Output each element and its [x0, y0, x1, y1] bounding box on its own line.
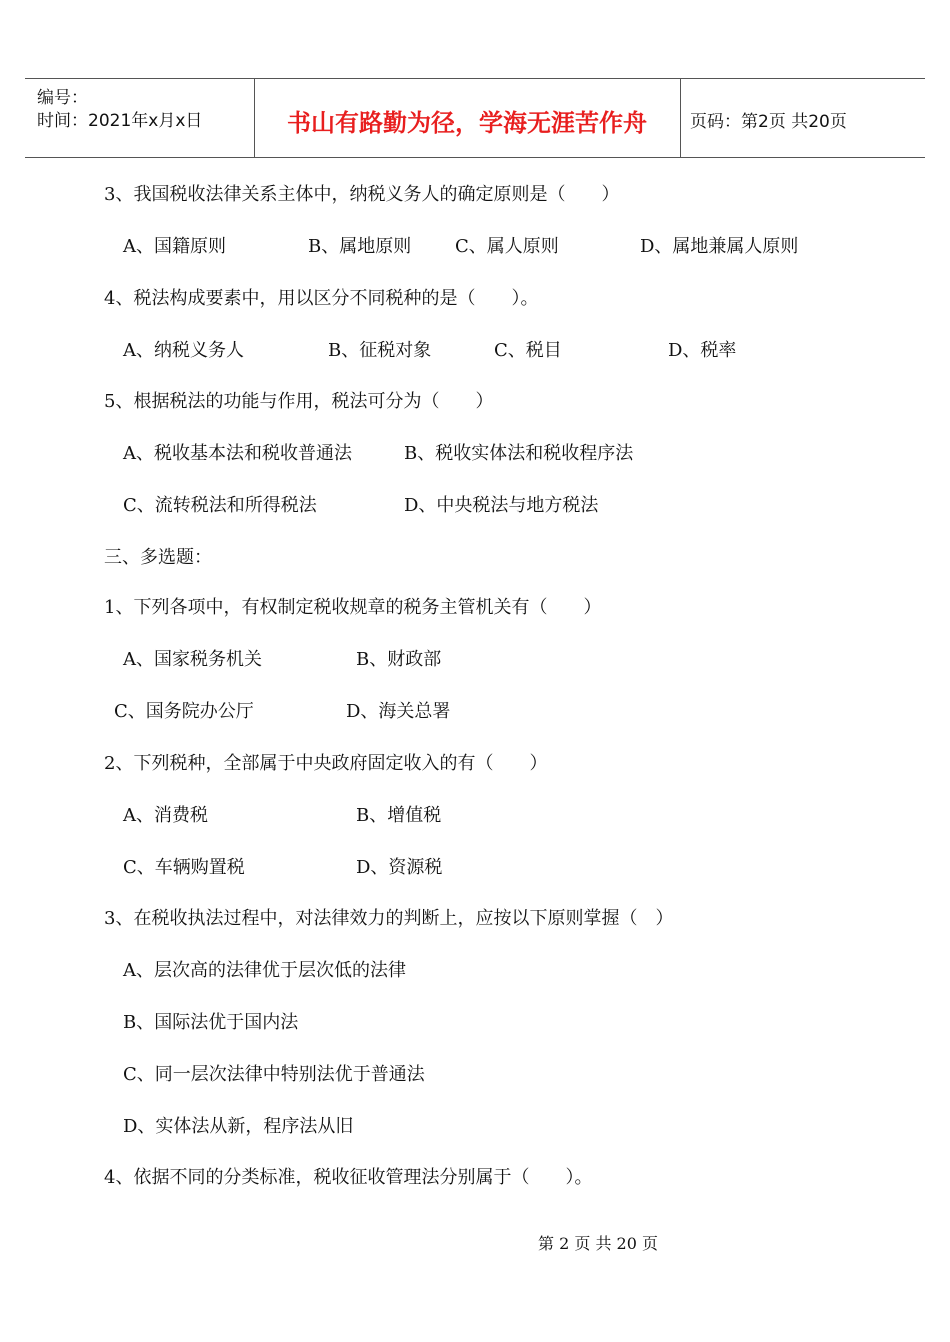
question-4-option-b: B、征税对象 [328, 340, 432, 361]
serial-label: 编号： [37, 88, 88, 108]
footer-page-number: 第 2 页 共 20 页 [538, 1234, 658, 1253]
multi-question-1-option-d: D、海关总署 [346, 701, 451, 722]
header-page-label: 页码：第2页 共20页 [690, 112, 847, 132]
multi-question-1-option-a: A、国家税务机关 [123, 649, 262, 670]
multi-question-3-option-c: C、同一层次法律中特别法优于普通法 [123, 1064, 425, 1085]
question-4-option-a: A、纳税义务人 [123, 340, 244, 361]
header-right-cell [680, 79, 925, 157]
question-3-option-d: D、属地兼属人原则 [640, 236, 799, 257]
header-left-cell [25, 79, 255, 157]
question-4-option-d: D、税率 [668, 340, 737, 361]
question-4-text: 4、税法构成要素中，用以区分不同税种的是（ ）。 [104, 288, 539, 309]
header-motto: 书山有路勤为径，学海无涯苦作舟 [287, 109, 647, 137]
multi-question-2-text: 2、下列税种，全部属于中央政府固定收入的有（ ） [104, 753, 548, 774]
multi-question-1-option-c: C、国务院办公厅 [114, 701, 254, 722]
question-5-option-b: B、税收实体法和税收程序法 [404, 443, 634, 464]
multi-question-1-option-b: B、财政部 [356, 649, 442, 670]
multi-question-2-option-d: D、资源税 [356, 857, 443, 878]
multi-question-3-option-a: A、层次高的法律优于层次低的法律 [123, 960, 406, 981]
page-footer [0, 1231, 950, 1254]
section-multiple-choice-title: 三、多选题： [104, 547, 212, 568]
multi-question-2-option-b: B、增值税 [356, 805, 442, 826]
multi-question-1-text: 1、下列各项中，有权制定税收规章的税务主管机关有（ ） [104, 597, 602, 618]
multi-question-2-option-c: C、车辆购置税 [123, 857, 245, 878]
multi-question-3-option-d: D、实体法从新，程序法从旧 [123, 1116, 354, 1137]
multi-question-3-text: 3、在税收执法过程中，对法律效力的判断上，应按以下原则掌握（ ） [104, 908, 674, 929]
question-3-option-c: C、属人原则 [455, 236, 559, 257]
question-3-text: 3、我国税收法律关系主体中，纳税义务人的确定原则是（ ） [104, 184, 620, 205]
question-5-option-c: C、流转税法和所得税法 [123, 495, 317, 516]
page-header [25, 78, 925, 158]
multi-question-2-option-a: A、消费税 [123, 805, 208, 826]
question-3-option-a: A、国籍原则 [123, 236, 226, 257]
time-label: 时间：2021年x月x日 [37, 111, 203, 131]
multi-question-3-option-b: B、国际法优于国内法 [123, 1012, 299, 1033]
question-5-option-d: D、中央税法与地方税法 [404, 495, 599, 516]
question-3-option-b: B、属地原则 [308, 236, 412, 257]
question-5-text: 5、根据税法的功能与作用，税法可分为（ ） [104, 391, 494, 412]
multi-question-4-text: 4、依据不同的分类标准，税收征收管理法分别属于（ ）。 [104, 1167, 593, 1188]
header-middle-cell [254, 79, 681, 157]
question-5-option-a: A、税收基本法和税收普通法 [123, 443, 352, 464]
question-4-option-c: C、税目 [494, 340, 562, 361]
